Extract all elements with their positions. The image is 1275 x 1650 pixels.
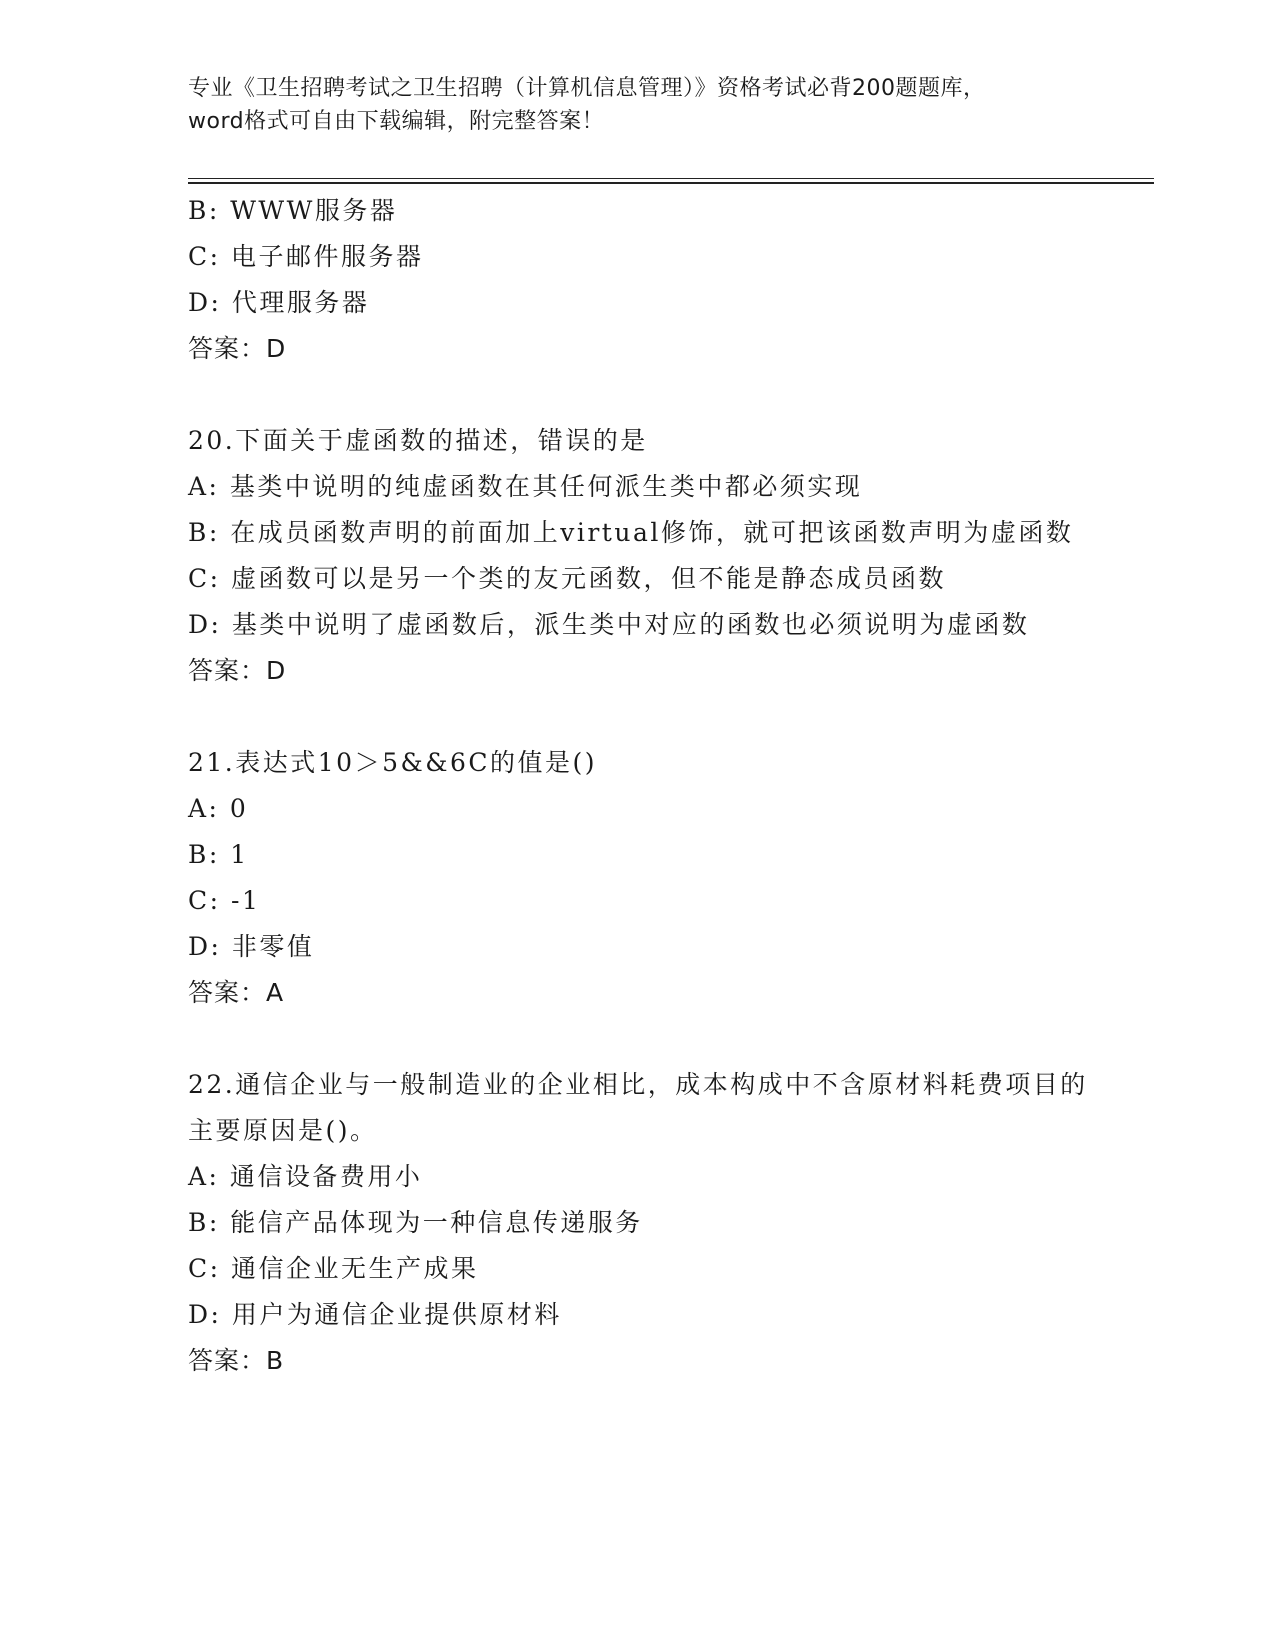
option-c: C: 电子邮件服务器 <box>188 242 424 271</box>
option-b: B: 在成员函数声明的前面加上virtual修饰，就可把该函数声明为虚函数 <box>188 518 1074 547</box>
option-a: A: 通信设备费用小 <box>188 1162 423 1191</box>
option-b: B: 1 <box>188 840 249 869</box>
header-line-2: word格式可自由下载编辑，附完整答案！ <box>188 109 605 134</box>
answer-line: 答案：D <box>188 656 287 685</box>
question-21 <box>188 740 1088 1016</box>
option-c: C: 虚函数可以是另一个类的友元函数，但不能是静态成员函数 <box>188 564 947 593</box>
option-c: C: 通信企业无生产成果 <box>188 1254 479 1283</box>
option-d: D: 代理服务器 <box>188 288 370 317</box>
option-d: D: 基类中说明了虚函数后，派生类中对应的函数也必须说明为虚函数 <box>188 610 1030 639</box>
spacer <box>188 372 1088 418</box>
option-b: B: WWW服务器 <box>188 196 398 225</box>
spacer <box>188 694 1088 740</box>
header-divider-thick <box>188 182 1154 184</box>
spacer <box>188 1016 1088 1062</box>
option-a: A: 基类中说明的纯虚函数在其任何派生类中都必须实现 <box>188 472 863 501</box>
option-d: D: 用户为通信企业提供原材料 <box>188 1300 562 1329</box>
header-line-1: 专业《卫生招聘考试之卫生招聘（计算机信息管理）》资格考试必背200题题库， <box>188 76 986 101</box>
question-stem: 22.通信企业与一般制造业的企业相比，成本构成中不含原材料耗费项目的主要原因是()。 <box>188 1070 1088 1145</box>
option-b: B: 能信产品体现为一种信息传递服务 <box>188 1208 643 1237</box>
question-22 <box>188 1062 1088 1384</box>
option-c: C: -1 <box>188 886 261 915</box>
answer-line: 答案：A <box>188 978 285 1007</box>
document-header <box>188 72 1068 138</box>
question-stem: 20.下面关于虚函数的描述，错误的是 <box>188 426 648 455</box>
option-a: A: 0 <box>188 794 249 823</box>
question-content <box>188 188 1088 1384</box>
header-divider-thin <box>188 178 1154 179</box>
answer-line: 答案：B <box>188 1346 285 1375</box>
prev-question-block <box>188 188 1088 372</box>
question-20 <box>188 418 1088 694</box>
question-stem: 21.表达式10＞5&&6C的值是() <box>188 748 598 777</box>
option-d: D: 非零值 <box>188 932 315 961</box>
answer-line: 答案：D <box>188 334 287 363</box>
